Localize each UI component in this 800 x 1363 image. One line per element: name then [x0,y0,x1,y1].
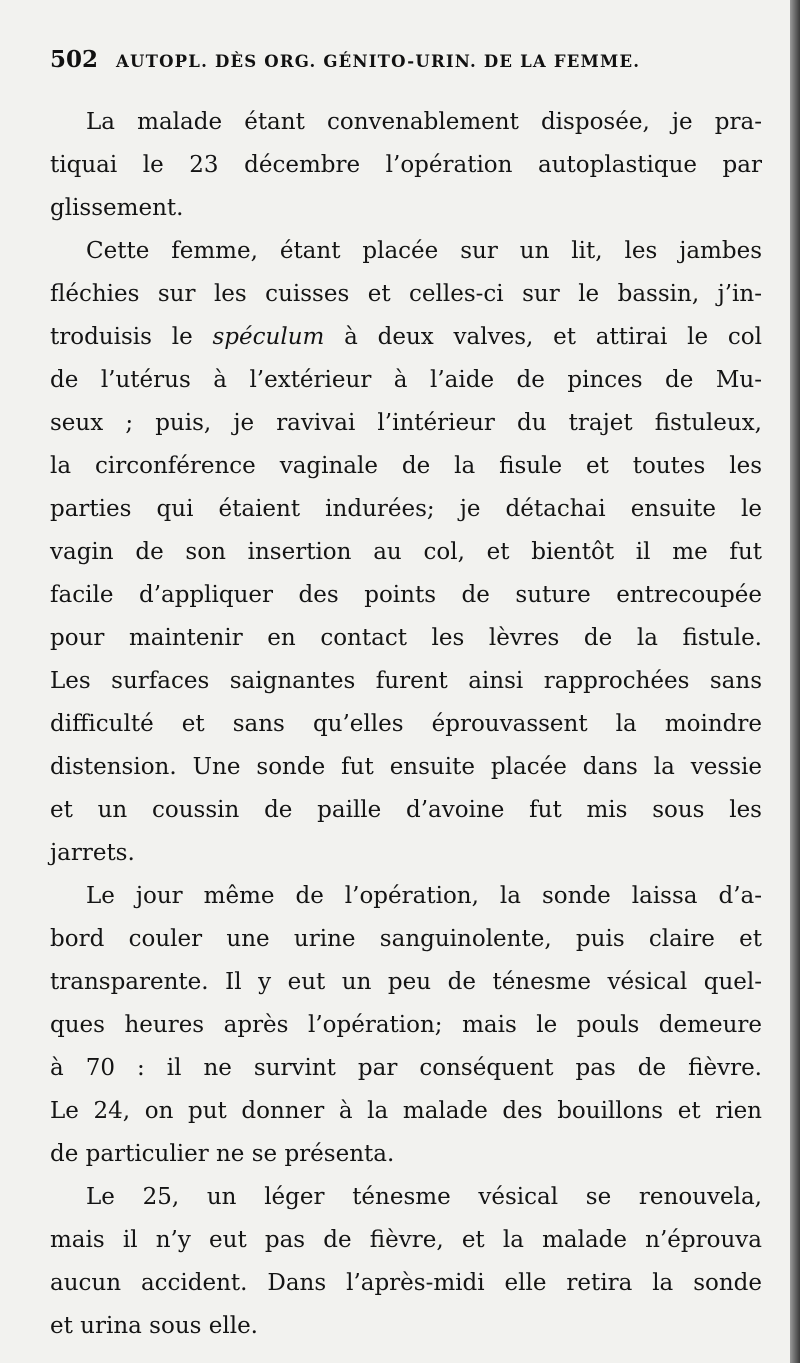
page-edge-shadow [790,0,800,1363]
text-line [50,316,762,359]
paragraph [50,230,762,875]
text-line: Le 24, on put donner à la malade des bouillons et rien [50,1098,762,1124]
text-line: aucun accident. Dans l’après-midi elle retira la sonde [50,1270,762,1296]
text-line: jarrets. [50,840,135,866]
text-segment: à deux valves, et attirai le col [324,324,763,350]
paragraph [50,101,762,230]
text-line: La malade étant convenablement disposée, je pra- [86,109,762,135]
text-line: de l’utérus à l’extérieur à l’aide de pinces de Mu- [50,367,762,393]
text-line: pour maintenir en contact les lèvres de la fistule. [50,625,762,651]
paragraph [50,1176,762,1348]
text-line: de particulier ne se présenta. [50,1141,395,1167]
running-head: AUTOPL. DÈS ORG. GÉNITO-URIN. DE LA FEMME. [116,52,641,71]
page-header [50,46,770,78]
text-segment: troduisis le [50,324,213,350]
text-line: la circonférence vaginale de la fisule et toutes les [50,453,762,479]
text-line: et urina sous elle. [50,1313,258,1339]
text-line: difficulté et sans qu’elles éprouvassent la moindre [50,711,762,737]
body-text [50,101,762,1348]
text-line: Cette femme, étant placée sur un lit, les jambes [86,238,762,264]
text-line: fléchies sur les cuisses et celles-ci sur le bassin, j’in- [50,281,762,307]
text-line: et un coussin de paille d’avoine fut mis sous les [50,797,762,823]
paragraph [50,875,762,1176]
text-line: seux ; puis, je ravivai l’intérieur du trajet fistuleux, [50,410,762,436]
page-number: 502 [50,46,99,73]
text-line: transparente. Il y eut un peu de ténesme vésical quel- [50,969,762,995]
text-line: facile d’appliquer des points de suture entrecoupée [50,582,762,608]
text-line: parties qui étaient indurées; je détachai ensuite le [50,496,762,522]
text-line: glissement. [50,195,184,221]
text-line: Le jour même de l’opération, la sonde laissa d’a- [86,883,762,909]
text-line: ques heures après l’opération; mais le pouls demeure [50,1012,762,1038]
text-line: mais il n’y eut pas de fièvre, et la malade n’éprouva [50,1227,762,1253]
italic-term: spéculum [212,324,325,350]
text-line: bord couler une urine sanguinolente, puis claire et [50,926,762,952]
text-line: vagin de son insertion au col, et bientôt il me fut [50,539,762,565]
text-line: tiquai le 23 décembre l’opération autoplastique par [50,152,762,178]
text-line: Les surfaces saignantes furent ainsi rapprochées sans [50,668,762,694]
text-line: distension. Une sonde fut ensuite placée dans la vessie [50,754,762,780]
text-line: Le 25, un léger ténesme vésical se renouvela, [86,1184,762,1210]
text-line: à 70 : il ne survint par conséquent pas de fièvre. [50,1055,762,1081]
